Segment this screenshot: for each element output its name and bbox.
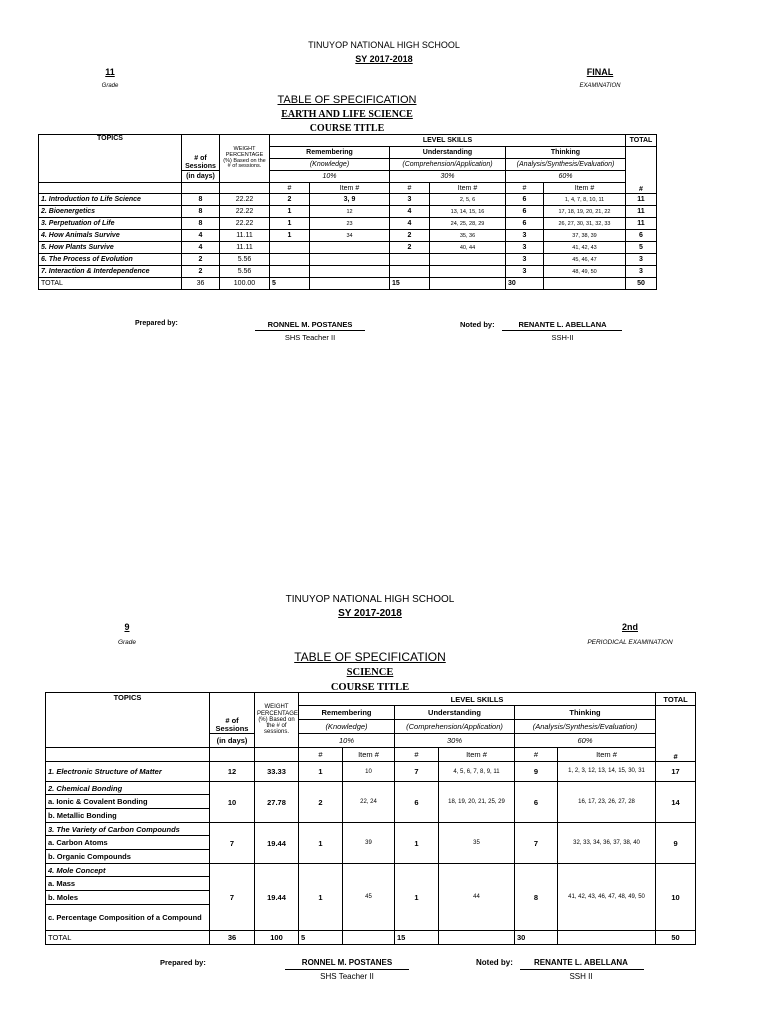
header-r-pct: 10% (299, 734, 395, 748)
table-row: b. Metallic Bonding (46, 809, 696, 823)
preparer-name: RONNEL M. POSTANES (301, 958, 393, 967)
preparer-title: SHS Teacher II (284, 333, 336, 342)
table-row: a. Carbon Atoms (46, 836, 696, 850)
noter-title: SSH II (569, 972, 593, 981)
totals-row: TOTAL 36 100 5 15 30 50 (46, 931, 696, 945)
grade-value: 9 (124, 622, 130, 632)
header-remembering: Remembering (299, 706, 395, 720)
table-row: 4. How Animals Survive 4 11.11 1 34 2 35, 36 3 37, 38, 39 6 (39, 230, 657, 242)
grade-label: Grade (117, 639, 137, 646)
preparer-signature-line (285, 969, 409, 970)
grade-value: 11 (105, 67, 115, 77)
header-r-item: Item # (343, 748, 395, 762)
table-row: b. Moles (46, 891, 696, 905)
header-knowledge: (Knowledge) (270, 159, 390, 171)
noter-name: RENANTE L. ABELLANA (534, 958, 628, 967)
header-in-days: (in days) (210, 734, 255, 748)
table-row: 6. The Process of Evolution 2 5.56 3 45, 46, 47 3 (39, 254, 657, 266)
header-t-pct: 60% (506, 171, 626, 183)
header-level-skills: LEVEL SKILLS (299, 693, 656, 706)
preparer-signature-line (255, 330, 365, 331)
header-analysis: (Analysis/Synthesis/Evaluation) (515, 720, 656, 734)
page-title: TABLE OF SPECIFICATION (294, 650, 446, 664)
table-row: a. Ionic & Covalent Bonding (46, 795, 696, 809)
school-name: TINUYOP NATIONAL HIGH SCHOOL (308, 40, 460, 50)
exam-value: 2nd (621, 622, 638, 632)
header-t-item: Item # (558, 748, 656, 762)
table-row: 1. Introduction to Life Science 8 22.22 2 3, 9 3 2, 5, 6 6 1, 4, 7, 8, 10, 11 11 (39, 194, 657, 206)
school-year: SY 2017-2018 (355, 54, 413, 64)
subject-title: SCIENCE (346, 667, 394, 678)
noter-title: SSH-II (551, 333, 574, 342)
table-row: 7. Interaction & Interdependence 2 5.56 3 48, 49, 50 3 (39, 266, 657, 278)
header-topics: TOPICS (46, 693, 210, 748)
header-u-num: # (395, 748, 439, 762)
header-u-item: Item # (439, 748, 515, 762)
noted-label: Noted by: (460, 320, 495, 329)
header-understanding: Understanding (390, 147, 506, 159)
header-understanding: Understanding (395, 706, 515, 720)
table-row: 4. Mole Concept 7 19.44 1 45 1 44 8 41, 42, 43, 46, 47, 48, 49, 50 10 (46, 864, 696, 877)
totals-row: TOTAL 36 100.00 5 15 30 50 (39, 278, 657, 290)
noted-label: Noted by: (476, 958, 513, 967)
header-r-num: # (270, 183, 310, 194)
grade-label: Grade (101, 83, 119, 89)
course-title: COURSE TITLE (309, 123, 385, 134)
header-in-days: (in days) (182, 171, 220, 183)
table-row: 5. How Plants Survive 4 11.11 2 40, 44 3 41, 42, 43 5 (39, 242, 657, 254)
table-row: c. Percentage Composition of a Compound (46, 905, 696, 931)
exam-label: EXAMINATION (579, 83, 621, 89)
table-row: 3. Perpetuation of Life 8 22.22 1 23 4 24, 25, 28, 29 6 26, 27, 30, 31, 32, 33 11 (39, 218, 657, 230)
header-u-num: # (390, 183, 430, 194)
noter-signature-line (502, 330, 622, 331)
header-r-item: Item # (310, 183, 390, 194)
header-u-pct: 30% (390, 171, 506, 183)
header-r-pct: 10% (270, 171, 390, 183)
header-total-num: # (656, 748, 696, 762)
noter-name: RENANTE L. ABELLANA (518, 320, 607, 329)
header-knowledge: (Knowledge) (299, 720, 395, 734)
header-weight: WEIGHT PERCENTAGE (%) Based on the # of sessions. (255, 693, 299, 748)
header-u-pct: 30% (395, 734, 515, 748)
header-sessions: # of Sessions (182, 135, 220, 171)
noter-signature-line (520, 969, 644, 970)
header-total-num: # (626, 183, 657, 194)
school-year: SY 2017-2018 (338, 608, 402, 619)
header-t-num: # (515, 748, 558, 762)
table-row: 2. Chemical Bonding 10 27.78 2 22, 24 6 18, 19, 20, 21, 25, 29 6 16, 17, 23, 26, 27, 28 14 (46, 782, 696, 795)
header-sessions: # of Sessions (210, 693, 255, 734)
header-weight: WEIGHT PERCENTAGE (%) Based on the # of sessions. (220, 135, 270, 183)
table-row: 1. Electronic Structure of Matter 12 33.33 1 10 7 4, 5, 6, 7, 8, 9, 11 9 1, 2, 3, 12, 13, 14, 15, 30, 31 17 (46, 762, 696, 782)
preparer-name: RONNEL M. POSTANES (267, 320, 353, 329)
header-t-pct: 60% (515, 734, 656, 748)
header-comprehension: (Comprehension/Application) (395, 720, 515, 734)
page-title: TABLE OF SPECIFICATION (277, 94, 417, 106)
header-analysis: (Analysis/Synthesis/Evaluation) (506, 159, 626, 171)
header-thinking: Thinking (506, 147, 626, 159)
header-r-num: # (299, 748, 343, 762)
table-row: a. Mass (46, 877, 696, 891)
spec-table (45, 692, 696, 945)
spec-table (38, 134, 657, 290)
prepared-label: Prepared by: (135, 320, 178, 327)
header-t-item: Item # (544, 183, 626, 194)
table-row: 3. The Variety of Carbon Compounds 7 19.44 1 39 1 35 7 32, 33, 34, 36, 37, 38, 40 9 (46, 823, 696, 836)
header-u-item: Item # (430, 183, 506, 194)
school-name: TINUYOP NATIONAL HIGH SCHOOL (285, 594, 455, 605)
header-topics: TOPICS (39, 135, 182, 183)
header-total: TOTAL (656, 693, 696, 706)
preparer-title: SHS Teacher II (320, 972, 374, 981)
subject-title: EARTH AND LIFE SCIENCE (281, 109, 413, 120)
exam-value: FINAL (586, 67, 614, 77)
header-remembering: Remembering (270, 147, 390, 159)
course-title: COURSE TITLE (330, 682, 410, 693)
prepared-label: Prepared by: (160, 958, 206, 967)
header-comprehension: (Comprehension/Application) (390, 159, 506, 171)
header-level-skills: LEVEL SKILLS (270, 135, 626, 147)
header-total: TOTAL (626, 135, 657, 147)
header-thinking: Thinking (515, 706, 656, 720)
exam-label: PERIODICAL EXAMINATION (587, 639, 673, 646)
table-row: 2. Bioenergetics 8 22.22 1 12 4 13, 14, 15, 16 6 17, 18, 19, 20, 21, 22 11 (39, 206, 657, 218)
header-t-num: # (506, 183, 544, 194)
table-row: b. Organic Compounds (46, 850, 696, 864)
